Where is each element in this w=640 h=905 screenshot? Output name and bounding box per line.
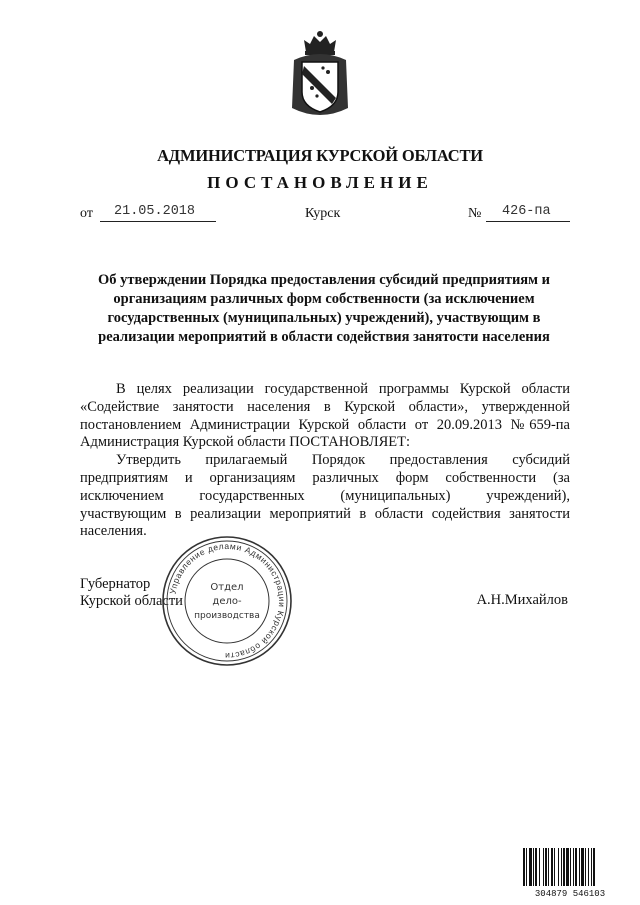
body-line: В целях реализации государственной программы Курской области (116, 381, 570, 397)
signatory-position-line: Курской области (80, 593, 183, 609)
svg-text:дело-: дело- (212, 596, 242, 607)
barcode (522, 846, 618, 898)
body-paragraph-preamble (80, 381, 570, 452)
date-underline (100, 221, 216, 222)
body-paragraph-resolution (80, 452, 570, 541)
body-line: исключением государственных (муниципальных) учреждений), (80, 487, 570, 504)
document-body (80, 381, 570, 541)
body-line: населения. (80, 523, 147, 540)
body-line: постановлением Администрации Курской области от 20.09.2013 №659-па (80, 416, 570, 433)
body-line: участвующим в реализации мероприятий в области содействия занятости (80, 505, 570, 522)
body-line: предприятиям и организациям различных форм собственности (за (80, 469, 570, 486)
body-line: Администрация Курской области ПОСТАНОВЛЯЕТ: (80, 434, 411, 451)
document-type-title: ПОСТАНОВЛЕНИЕ (207, 173, 433, 192)
date-value: 21.05.2018 (114, 204, 196, 219)
subject-line: организациям различных форм собственности (за исключением (113, 291, 535, 307)
date-label: от (80, 206, 93, 221)
barcode-number: 304879 546103 (534, 889, 606, 898)
document-subject (80, 271, 568, 347)
organization-title: АДМИНИСТРАЦИЯ КУРСКОЙ ОБЛАСТИ (157, 146, 483, 165)
body-line: «Содействие занятости населения в Курской области», утвержденной (80, 398, 570, 415)
signatory-position-line: Губернатор (80, 576, 151, 592)
subject-line: государственных (муниципальных) учреждений), участвующим в (107, 310, 541, 326)
body-line: Утвердить прилагаемый Порядок предоставления субсидий (116, 452, 570, 469)
document-meta-row (0, 204, 640, 226)
coat-of-arms-emblem (288, 30, 352, 118)
svg-text:Управление делами Администраци: Управление делами Администрации Курской области (167, 540, 288, 662)
signatory-name: А.Н.Михайлов (476, 592, 568, 608)
place-label: Курск (305, 206, 341, 221)
number-value: 426-па (502, 204, 551, 219)
svg-text:Отдел: Отдел (210, 582, 244, 593)
number-label: № (468, 206, 482, 221)
svg-text:производства: производства (194, 611, 260, 621)
number-underline (486, 221, 570, 222)
subject-line: реализации мероприятий в области содействия занятости населения (98, 329, 550, 345)
official-stamp (158, 532, 296, 670)
subject-line: Об утверждении Порядка предоставления субсидий предприятиям и (97, 272, 551, 288)
